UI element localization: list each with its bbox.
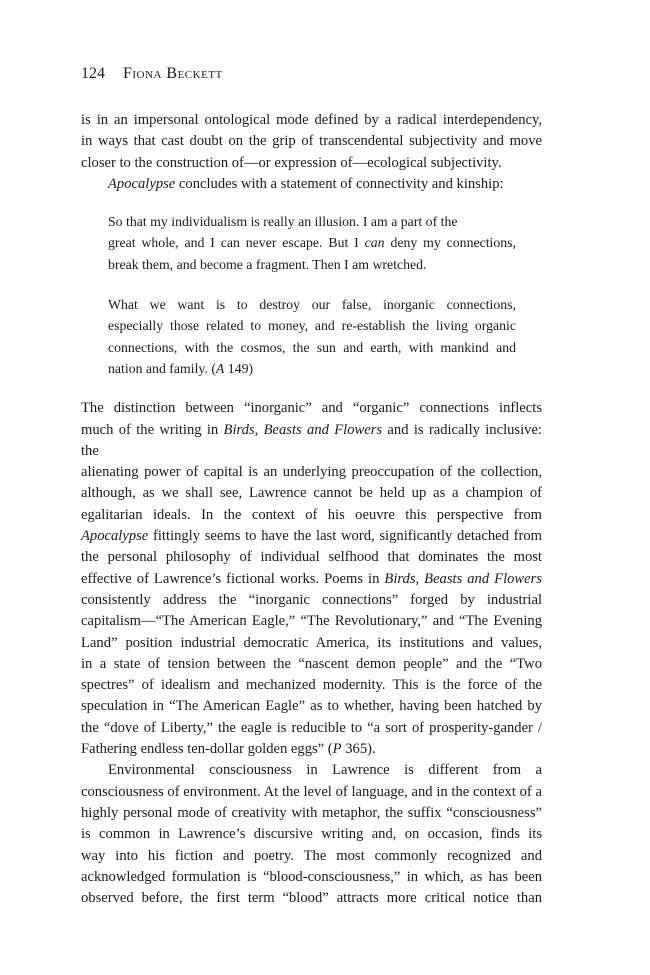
text-line: consistently address the “inorganic connections” forged by industrial xyxy=(81,591,542,608)
paragraph-continuation xyxy=(81,110,542,174)
block-quote-paragraph xyxy=(108,294,516,379)
text-line: in a state of tension between the “nascent demon people” and the “Two xyxy=(81,655,542,672)
text-line: The distinction between “inorganic” and “organic” connections inflects xyxy=(81,400,542,417)
book-title: Apocalypse xyxy=(108,175,176,192)
text-line: way into his fiction and poetry. The most commonly recognized and xyxy=(81,847,542,864)
text-line: consciousness of environment. At the level of language, and in the context of a xyxy=(81,783,542,800)
text-line: acknowledged formulation is “blood-consciousness,” in which, as has been xyxy=(81,868,542,885)
running-head xyxy=(81,64,542,84)
running-head-author: Fiona Beckett xyxy=(123,65,223,82)
quote-line: especially those related to money, and re-establish the living organic xyxy=(108,318,516,334)
book-title: Birds, Beasts and Flowers xyxy=(223,421,383,438)
paragraph-apocalypse-intro xyxy=(81,174,542,195)
text-line: although, as we shall see, Lawrence cannot be held up as a champion of xyxy=(81,485,542,502)
text-line: the personal philosophy of individual selfhood that dominates the most xyxy=(81,549,542,566)
quote-line: What we want is to destroy our false, inorganic connections, xyxy=(108,297,516,313)
text-line: much of the writing in Birds, Beasts and Flowers and is radically inclusive: the xyxy=(81,421,542,459)
text-line: Fathering endless ten-dollar golden eggs” (P 365). xyxy=(81,741,376,758)
book-title: Birds, Beasts and Flowers xyxy=(384,570,542,587)
block-quote xyxy=(108,211,516,379)
text-line: the “dove of Liberty,” the eagle is reducible to “a sort of prosperity-gander / xyxy=(81,719,542,736)
text-line: Apocalypse fittingly seems to have the last word, significantly detached from xyxy=(81,528,542,545)
text-line: spectres” of idealism and mechanized modernity. This is the force of the xyxy=(81,677,542,694)
book-page xyxy=(81,64,542,909)
text-line: egalitarian ideals. In the context of his oeuvre this perspective from xyxy=(81,506,542,523)
text-line: Environmental consciousness in Lawrence is different from a xyxy=(108,762,542,779)
text-line: Land” position industrial democratic America, its institutions and values, xyxy=(81,634,542,651)
text-line: effective of Lawrence’s fictional works. Poems in Birds, Beasts and Flowers xyxy=(81,570,542,587)
page-number: 124 xyxy=(81,65,105,82)
block-quote-paragraph xyxy=(108,211,516,275)
quote-line: So that my individualism is really an illusion. I am a part of the xyxy=(108,214,458,230)
text-line: speculation in “The American Eagle” as to whether, having been hatched by xyxy=(81,698,542,715)
book-title: Apocalypse xyxy=(81,528,149,545)
text-line: alienating power of capital is an underlying preoccupation of the collection, xyxy=(81,464,542,481)
text-line: in ways that cast doubt on the grip of transcendental subjectivity and move xyxy=(81,133,542,150)
text-line: Apocalypse concludes with a statement of connectivity and kinship: xyxy=(108,175,504,192)
text-line: highly personal mode of creativity with metaphor, the suffix “consciousness” xyxy=(81,804,542,821)
quote-line: great whole, and I can never escape. But I can deny my connections, xyxy=(108,235,516,251)
citation-abbrev: A xyxy=(215,360,225,376)
paragraph-distinction xyxy=(81,398,542,760)
text-line: observed before, the first term “blood” attracts more critical notice than xyxy=(81,890,542,907)
citation-abbrev: P xyxy=(332,741,342,758)
text-line: is in an impersonal ontological mode defined by a radical interdependency, xyxy=(81,112,542,128)
quote-line: connections, with the cosmos, the sun and earth, with mankind and xyxy=(108,339,516,355)
quote-line: break them, and become a fragment. Then I am wretched. xyxy=(108,256,427,272)
paragraph-environmental-consciousness xyxy=(81,760,542,909)
quote-line: nation and family. (A 149) xyxy=(108,360,254,376)
text-line: capitalism—“The American Eagle,” “The Revolutionary,” and “The Evening xyxy=(81,613,542,630)
text-line: is common in Lawrence’s discursive writing and, on occasion, finds its xyxy=(81,826,542,843)
text-line: closer to the construction of—or expression of—ecological subjectivity. xyxy=(81,154,502,171)
